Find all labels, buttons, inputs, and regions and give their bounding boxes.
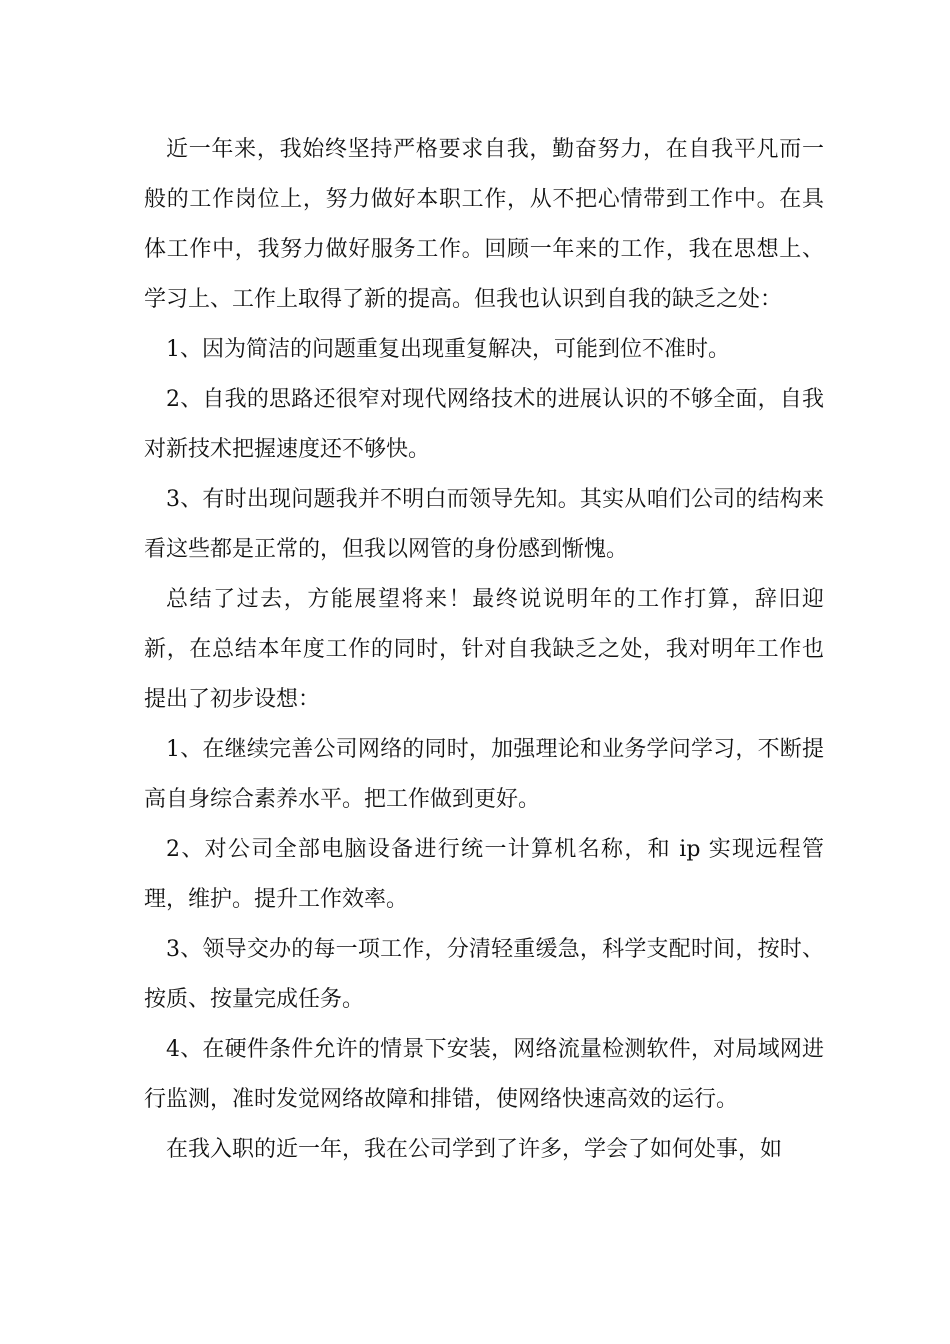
paragraph-shortcoming-3: 3、有时出现问题我并不明白而领导先知。其实从咱们公司的结构来看这些都是正常的，但我以网管的身份感到惭愧。 (144, 487, 824, 562)
paragraph-intro: 近一年来，我始终坚持严格要求自我，勤奋努力，在自我平凡而一般的工作岗位上，努力做好本职工作，从不把心情带到工作中。在具体工作中，我努力做好服务工作。回顾一年来的工作，我在思想上、学习上、工作上取得了新的提高。但我也认识到自我的缺乏之处： (144, 137, 824, 312)
paragraph-plan-4: 4、在硬件条件允许的情景下安装，网络流量检测软件，对局域网进行监测，准时发觉网络故障和排错，使网络快速高效的运行。 (144, 1037, 824, 1112)
paragraph-plan-intro: 总结了过去，方能展望将来！最终说说明年的工作打算，辞旧迎新，在总结本年度工作的同时，针对自我缺乏之处，我对明年工作也提出了初步设想： (144, 587, 824, 712)
paragraph-shortcoming-2: 2、自我的思路还很窄对现代网络技术的进展认识的不够全面，自我对新技术把握速度还不够快。 (144, 387, 824, 462)
paragraph-closing: 在我入职的近一年，我在公司学到了许多，学会了如何处事，如 (166, 1137, 783, 1162)
paragraph-plan-2: 2、对公司全部电脑设备进行统一计算机名称，和 ip 实现远程管理，维护。提升工作效率。 (144, 837, 824, 912)
paragraph-plan-1: 1、在继续完善公司网络的同时，加强理论和业务学问学习，不断提高自身综合素养水平。把工作做到更好。 (144, 737, 824, 812)
paragraph-plan-3: 3、领导交办的每一项工作，分清轻重缓急，科学支配时间，按时、按质、按量完成任务。 (144, 937, 824, 1012)
document-body (144, 125, 824, 1175)
paragraph-shortcoming-1: 1、因为简洁的问题重复出现重复解决，可能到位不准时。 (166, 337, 730, 362)
